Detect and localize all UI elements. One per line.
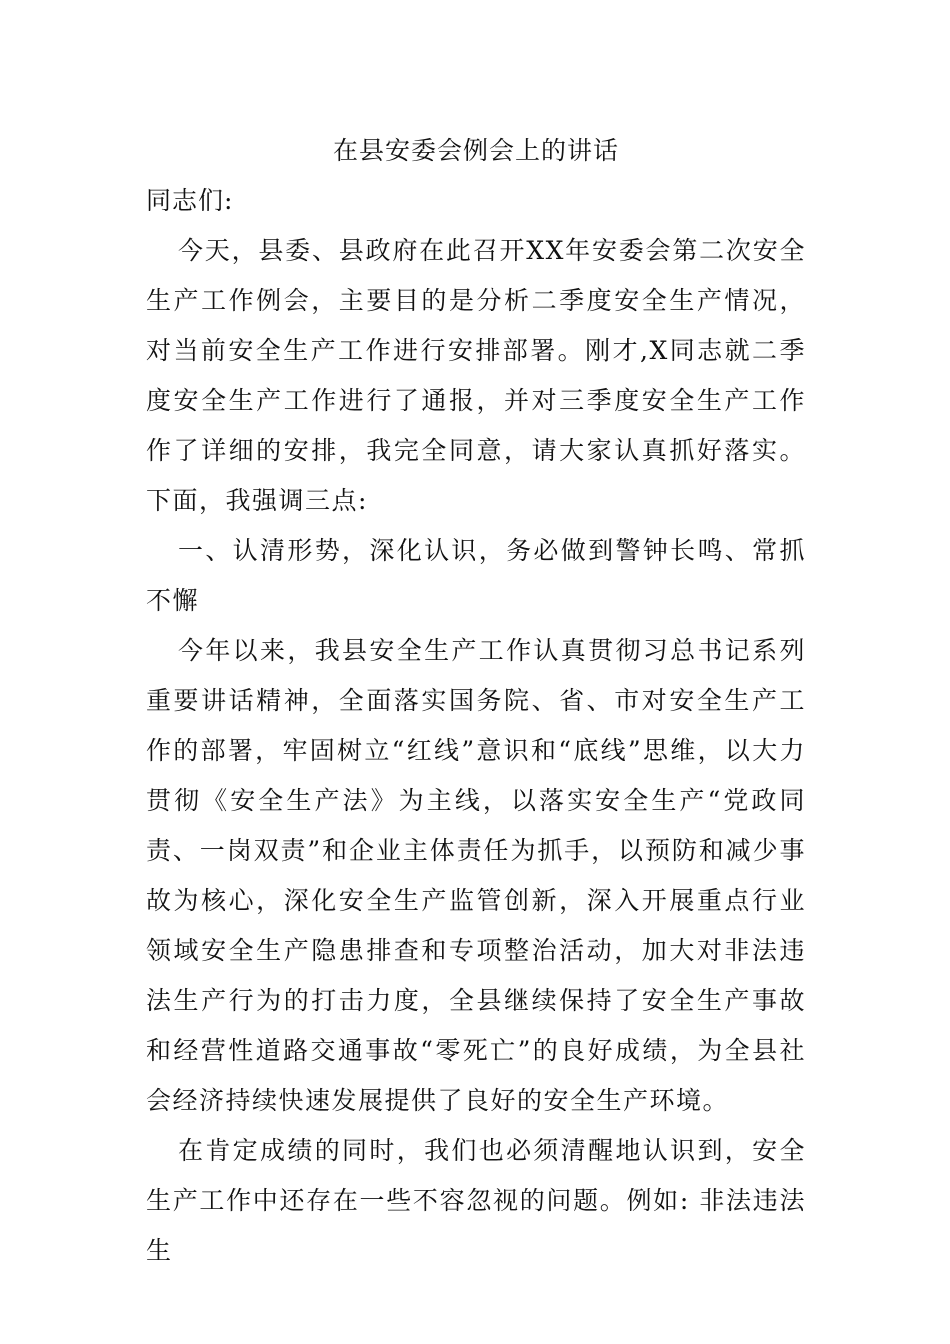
document-title: 在县安委会例会上的讲话 xyxy=(332,136,619,165)
paragraph-problems: 在肯定成绩的同时，我们也必须清醒地认识到，安全生产工作中还存在一些不容忽视的问题。例如: 非法违法生 xyxy=(146,1136,806,1265)
salutation: 同志们: xyxy=(146,186,234,215)
paragraph-intro: 今天，县委、县政府在此召开XX年安委会第二次安全生产工作例会，主要目的是分析二季度安全生产情况，对当前安全生产工作进行安排部署。刚才,X同志就二季度安全生产工作进行了通报，并对三季度安全生产工作作了详细的安排，我完全同意，请大家认真抓好落实。下面，我强调三点: xyxy=(146,236,806,515)
document-body xyxy=(146,126,806,1276)
paragraph-achievements: 今年以来，我县安全生产工作认真贯彻习总书记系列重要讲话精神，全面落实国务院、省、市对安全生产工作的部署，牢固树立“红线”意识和“底线”思维，以大力贯彻《安全生产法》为主线，以落实安全生产“党政同责、一岗双责”和企业主体责任为抓手，以预防和减少事故为核心，深化安全生产监管创新，深入开展重点行业领域安全生产隐患排查和专项整治活动，加大对非法违法生产行为的打击力度，全县继续保持了安全生产事故和经营性道路交通事故“零死亡”的良好成绩，为全县社会经济持续快速发展提供了良好的安全生产环境。 xyxy=(146,636,806,1115)
section-heading-one: 一、认清形势，深化认识，务必做到警钟长鸣、常抓不懈 xyxy=(146,536,806,615)
